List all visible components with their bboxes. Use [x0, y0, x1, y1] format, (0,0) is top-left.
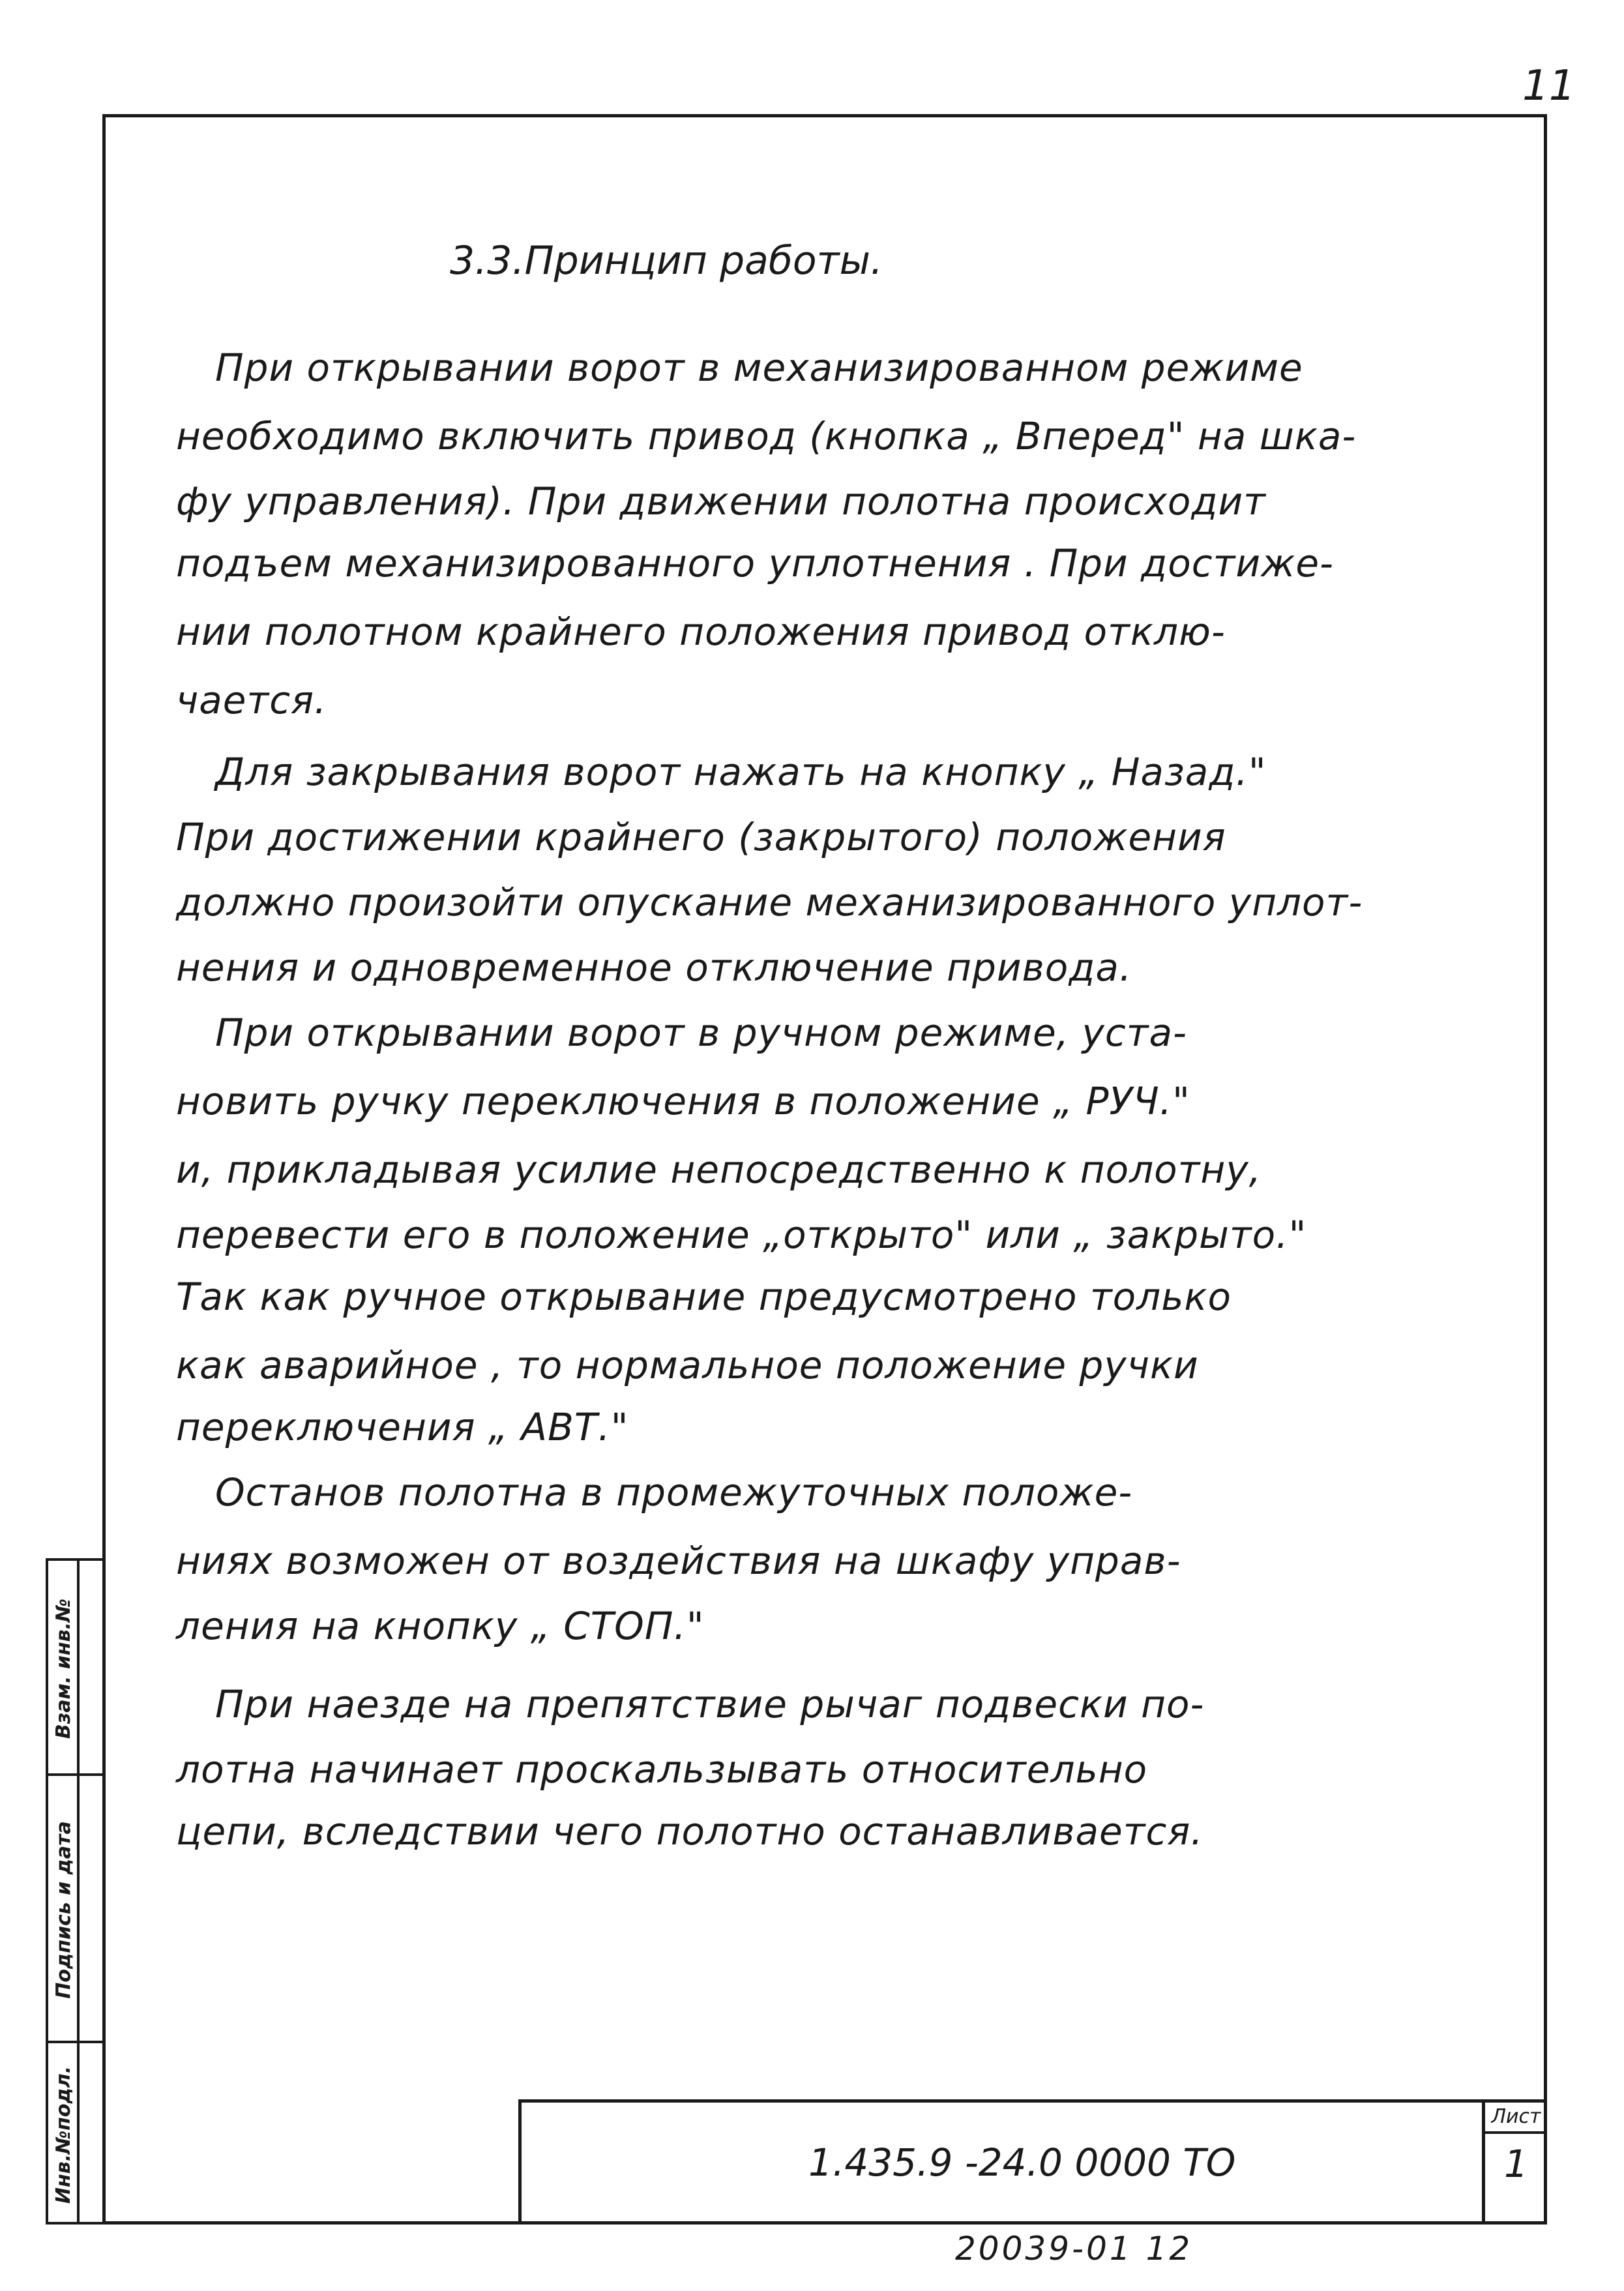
text-line: как аварийное , то нормальное положение ручки: [176, 1343, 1199, 1387]
text-line: Так как ручное открывание предусмотрено только: [176, 1275, 1232, 1319]
text-line: фу управления). При движении полотна происходит: [176, 479, 1266, 524]
side-label-sign-date: Подпись и дата: [52, 1820, 76, 1999]
text-line: нии полотном крайнего положения привод отклю-: [176, 610, 1226, 654]
text-line: Останов полотна в промежуточных положе-: [215, 1470, 1133, 1515]
text-line: Для закрывания ворот нажать на кнопку „ Назад.": [215, 750, 1267, 794]
title-block: [518, 2099, 1547, 2224]
text-line: При открывании ворот в механизированном режиме: [215, 346, 1303, 390]
sheet-number: 1: [1504, 2142, 1528, 2186]
text-line: ления на кнопку „ СТОП.": [176, 1604, 705, 1648]
sheet-column: [1482, 2103, 1547, 2224]
text-line: нения и одновременное отключение привода.: [176, 945, 1132, 990]
text-line: ниях возможен от воздействия на шкафу управ-: [176, 1539, 1181, 1583]
sheet-label: Лист: [1485, 2103, 1547, 2134]
section-heading: 3.3.Принцип работы.: [450, 238, 883, 284]
footer-number: 20039-01 12: [955, 2230, 1193, 2268]
text-line: и, прикладывая усилие непосредственно к полотну,: [176, 1147, 1262, 1192]
text-line: При достижении крайнего (закрытого) положения: [176, 815, 1226, 859]
side-label-inv-orig: Инв.№подл.: [52, 2065, 76, 2204]
text-line: лотна начинает проскальзывать относительно: [176, 1747, 1148, 1792]
text-line: подъем механизированного уплотнения . При достиже-: [176, 541, 1334, 585]
page-number: 11: [1522, 62, 1576, 110]
text-line: цепи, вследствии чего полотно останавливается.: [176, 1809, 1203, 1854]
text-line: необходимо включить привод (кнопка „ Вперед" на шка-: [176, 414, 1357, 458]
document-code: 1.435.9 -24.0 0000 ТО: [808, 2140, 1236, 2185]
side-label-replaced-inv: Взам. инв.№: [52, 1598, 76, 1739]
text-line: переключения „ АВТ.": [176, 1405, 629, 1449]
side-stamp: [46, 1558, 106, 2224]
text-line: перевести его в положение „открыто" или „ закрыто.": [176, 1213, 1307, 1257]
text-line: должно произойти опускание механизированного уплот-: [176, 880, 1363, 924]
text-line: При открывании ворот в ручном режиме, уста-: [215, 1011, 1187, 1055]
text-line: чается.: [176, 678, 327, 722]
text-line: При наезде на препятствие рычаг подвески по-: [215, 1682, 1205, 1726]
text-line: новить ручку переключения в положение „ РУЧ.": [176, 1079, 1190, 1123]
